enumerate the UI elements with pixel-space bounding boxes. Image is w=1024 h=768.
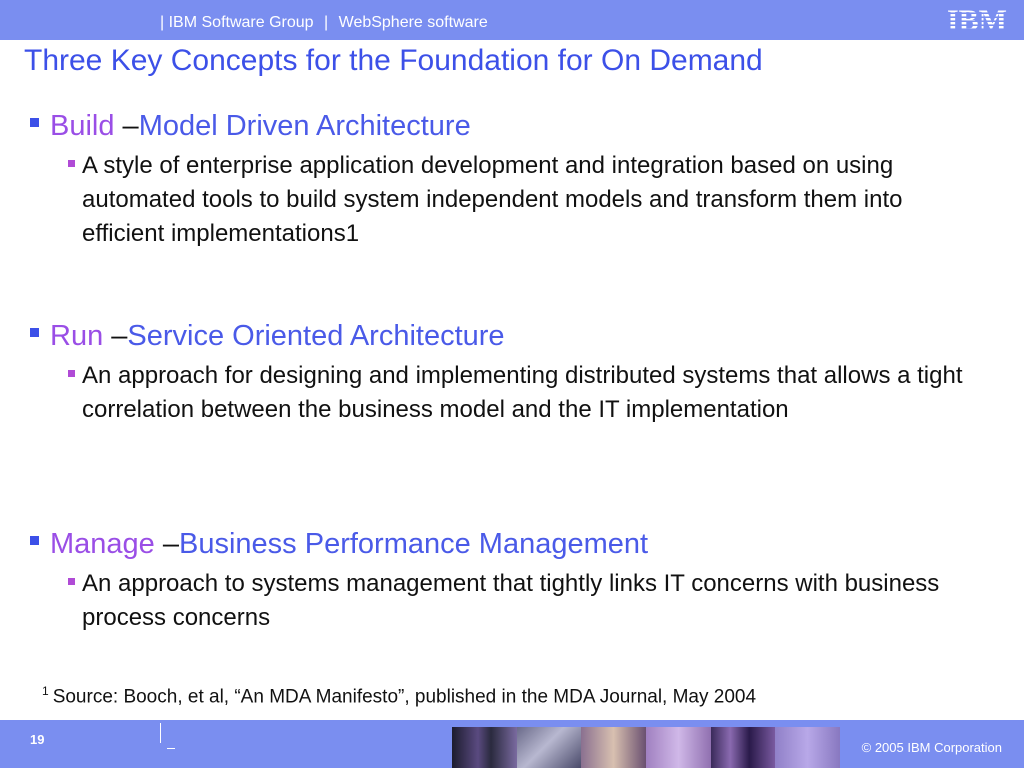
footer-photo — [775, 727, 840, 768]
header-bar — [0, 0, 1024, 40]
square-bullet-icon — [30, 328, 39, 337]
footnote — [42, 684, 756, 708]
footer-photo-strip — [452, 727, 840, 768]
concept-build — [30, 110, 1000, 251]
concept-title: Model Driven Architecture — [138, 110, 471, 142]
header-group: IBM Software Group — [168, 14, 314, 31]
footer-photo — [711, 727, 776, 768]
concept-detail-text: A style of enterprise application development and integration based on using automated tools to build system independent models and transform them into efficient implementations1 — [82, 152, 903, 247]
footer-photo — [581, 727, 646, 768]
concept-manage — [30, 528, 1000, 635]
concept-heading — [30, 528, 1000, 561]
header-divider: | — [160, 14, 165, 31]
concept-dash: – — [103, 320, 128, 352]
footer-photo — [646, 727, 711, 768]
slide-title: Three Key Concepts for the Foundation for On Demand — [24, 44, 763, 77]
concept-title: Business Performance Management — [179, 528, 649, 560]
copyright-text: © 2005 IBM Corporation — [861, 740, 1002, 755]
concept-keyword: Run — [50, 320, 104, 352]
concept-title: Service Oriented Architecture — [127, 320, 505, 352]
concept-keyword: Manage — [50, 528, 155, 560]
concept-detail — [68, 149, 982, 251]
concept-detail-text: An approach to systems management that tightly links IT concerns with business process concerns — [82, 570, 940, 631]
footer-divider — [167, 748, 175, 749]
concept-dash: – — [114, 110, 139, 142]
header-breadcrumb — [160, 14, 488, 32]
header-product: WebSphere software — [338, 14, 488, 31]
footer-photo — [452, 727, 517, 768]
concept-detail — [68, 359, 982, 427]
square-bullet-icon — [30, 536, 39, 545]
footnote-marker: 1 — [42, 684, 49, 698]
square-bullet-icon — [30, 118, 39, 127]
concept-keyword: Build — [50, 110, 115, 142]
square-bullet-icon — [68, 160, 75, 167]
concept-heading — [30, 320, 1000, 353]
footer-bar — [0, 720, 1024, 768]
footnote-text: Source: Booch, et al, “An MDA Manifesto”, published in the MDA Journal, May 2004 — [52, 686, 757, 708]
page-number: 19 — [30, 732, 45, 747]
square-bullet-icon — [68, 578, 75, 585]
concept-detail-text: An approach for designing and implementing distributed systems that allows a tight correlation between the business model and the IT implementation — [82, 362, 963, 423]
footer-divider — [160, 723, 161, 743]
concept-run — [30, 320, 1000, 427]
concept-dash: – — [154, 528, 179, 560]
ibm-logo — [944, 2, 1010, 36]
concept-detail — [68, 567, 982, 635]
ibm-logo-text: IBM — [947, 4, 1007, 36]
footer-photo — [517, 727, 582, 768]
header-divider: | — [324, 14, 329, 31]
square-bullet-icon — [68, 370, 75, 377]
concept-heading — [30, 110, 1000, 143]
